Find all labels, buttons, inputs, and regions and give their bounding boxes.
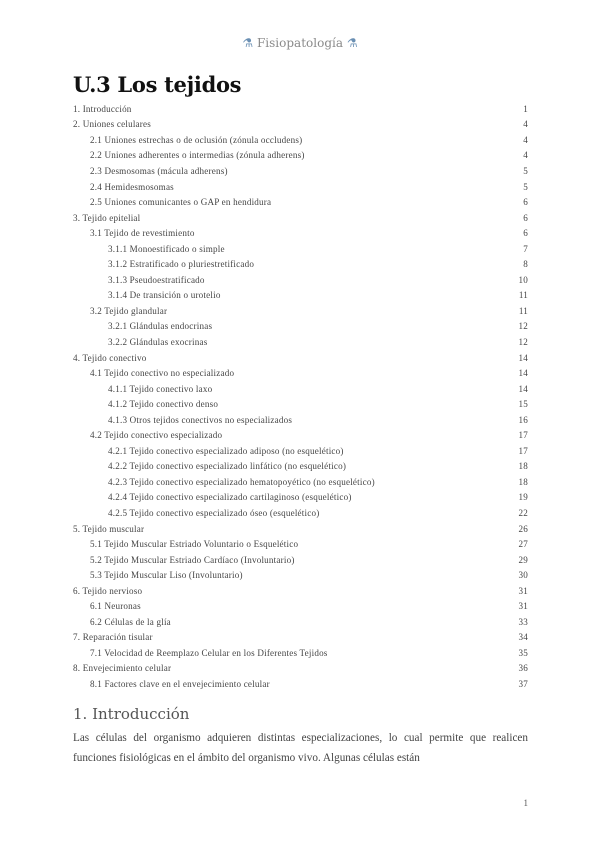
- toc-entry[interactable]: [73, 225, 528, 241]
- toc-entry[interactable]: [73, 521, 528, 537]
- toc-entry-page: 33: [518, 616, 528, 627]
- toc-entry-label: 3.2 Tejido glandular: [90, 305, 168, 316]
- toc-entry-page: 27: [518, 539, 528, 550]
- intro-paragraph: Las células del organismo adquieren distintas especializaciones, lo cual permite que realicen funciones fisiológicas en el ámbito del organismo vivo. Algunas células están: [73, 732, 528, 764]
- toc-entry-label: 4.1.2 Tejido conectivo denso: [108, 399, 219, 410]
- toc-entry-page: 5: [523, 165, 528, 176]
- toc-entry-label: 3.1.2 Estratificado o pluriestretificado: [108, 259, 255, 270]
- toc-entry[interactable]: [73, 381, 528, 397]
- toc-entry-page: 35: [518, 647, 528, 658]
- toc-entry[interactable]: [73, 396, 528, 412]
- toc-entry-label: 1. Introducción: [73, 103, 132, 114]
- toc-entry-label: 3.1.1 Monoestificado o simple: [108, 243, 225, 254]
- toc-entry[interactable]: [73, 661, 528, 677]
- toc-entry-page: 6: [523, 197, 528, 208]
- toc-entry-label: 2. Uniones celulares: [73, 119, 151, 130]
- toc-entry[interactable]: [73, 210, 528, 226]
- toc-entry-page: 31: [518, 601, 528, 612]
- toc-entry[interactable]: [73, 117, 528, 133]
- toc-entry-label: 5. Tejido muscular: [73, 523, 145, 534]
- toc-entry-label: 4.1 Tejido conectivo no especializado: [90, 368, 235, 379]
- toc-entry-page: 34: [518, 632, 528, 643]
- toc-entry-page: 4: [523, 150, 528, 161]
- toc-entry[interactable]: [73, 490, 528, 506]
- toc-entry[interactable]: [73, 614, 528, 630]
- toc-entry[interactable]: [73, 288, 528, 304]
- toc-entry-page: 15: [518, 399, 528, 410]
- toc-entry-page: 6: [523, 228, 528, 239]
- toc-entry-label: 4.2.1 Tejido conectivo especializado adiposo (no esquelético): [108, 445, 344, 456]
- toc-entry-label: 4.2.2 Tejido conectivo especializado linfático (no esquelético): [108, 461, 347, 472]
- toc-entry-page: 14: [518, 352, 528, 363]
- toc-entry[interactable]: [73, 241, 528, 257]
- toc-entry-label: 3.1.4 De transición o urotelio: [108, 290, 221, 301]
- toc-entry[interactable]: [73, 132, 528, 148]
- toc-entry-label: 5.3 Tejido Muscular Liso (Involuntario): [90, 570, 243, 581]
- toc-entry[interactable]: [73, 350, 528, 366]
- toc-entry[interactable]: [73, 256, 528, 272]
- toc-entry-page: 26: [518, 523, 528, 534]
- toc-entry[interactable]: [73, 194, 528, 210]
- toc-entry[interactable]: [73, 536, 528, 552]
- toc-entry-label: 2.4 Hemidesmosomas: [90, 181, 174, 192]
- table-of-contents: [73, 101, 528, 692]
- toc-entry[interactable]: [73, 599, 528, 615]
- toc-entry[interactable]: [73, 630, 528, 646]
- toc-entry[interactable]: [73, 676, 528, 692]
- toc-entry-label: 2.3 Desmosomas (mácula adherens): [90, 165, 228, 176]
- toc-entry-label: 7.1 Velocidad de Reemplazo Celular en los Diferentes Tejidos: [90, 647, 328, 658]
- toc-entry-page: 30: [518, 570, 528, 581]
- page-title: U.3 Los tejidos: [73, 72, 242, 97]
- toc-entry-page: 29: [518, 554, 528, 565]
- toc-entry-page: 10: [518, 274, 528, 285]
- toc-entry-page: 18: [518, 476, 528, 487]
- toc-entry[interactable]: [73, 459, 528, 475]
- microscope-icon: ⚗: [346, 36, 358, 50]
- page-number: 1: [523, 798, 528, 808]
- toc-entry-page: 8: [523, 259, 528, 270]
- toc-entry-label: 3.1 Tejido de revestimiento: [90, 228, 195, 239]
- toc-entry-label: 4.2.4 Tejido conectivo especializado cartilaginoso (esquelético): [108, 492, 352, 503]
- toc-entry-page: 11: [518, 305, 528, 316]
- toc-entry-label: 8. Envejecimiento celular: [73, 663, 172, 674]
- toc-entry-page: 19: [518, 492, 528, 503]
- toc-entry-label: 8.1 Factores clave en el envejecimiento celular: [90, 679, 270, 689]
- toc-entry[interactable]: [73, 148, 528, 164]
- toc-entry-page: 12: [518, 336, 528, 347]
- toc-entry-label: 2.2 Uniones adherentes o intermedias (zónula adherens): [90, 150, 305, 161]
- toc-entry[interactable]: [73, 474, 528, 490]
- running-header: [0, 36, 600, 50]
- toc-entry-page: 37: [518, 679, 528, 689]
- microscope-icon: ⚗: [242, 36, 254, 50]
- toc-entry-label: 3.1.3 Pseudoestratificado: [108, 274, 205, 285]
- toc-entry-page: 17: [518, 445, 528, 456]
- toc-entry[interactable]: [73, 272, 528, 288]
- toc-entry[interactable]: [73, 645, 528, 661]
- toc-entry-label: 2.5 Uniones comunicantes o GAP en hendidura: [90, 197, 272, 208]
- toc-entry[interactable]: [73, 412, 528, 428]
- toc-entry-page: 11: [518, 290, 528, 301]
- toc-entry-label: 4. Tejido conectivo: [73, 352, 147, 363]
- toc-entry-label: 3.2.2 Glándulas exocrinas: [108, 336, 208, 347]
- toc-entry-page: 6: [523, 212, 528, 223]
- toc-entry-label: 6. Tejido nervioso: [73, 585, 143, 596]
- toc-entry-label: 6.2 Células de la glía: [90, 616, 171, 627]
- toc-entry-page: 36: [518, 663, 528, 674]
- toc-entry-label: 4.1.1 Tejido conectivo laxo: [108, 383, 213, 394]
- toc-entry-page: 7: [523, 243, 528, 254]
- toc-entry-page: 14: [518, 368, 528, 379]
- toc-entry-page: 4: [523, 134, 528, 145]
- toc-entry[interactable]: [73, 567, 528, 583]
- toc-entry-label: 5.2 Tejido Muscular Estriado Cardíaco (Involuntario): [90, 554, 295, 565]
- toc-entry-page: 4: [523, 119, 528, 130]
- toc-entry-page: 22: [518, 507, 528, 518]
- toc-entry[interactable]: [73, 505, 528, 521]
- toc-entry[interactable]: [73, 163, 528, 179]
- toc-entry-label: 4.2.5 Tejido conectivo especializado óseo (esquelético): [108, 507, 320, 518]
- toc-entry-label: 7. Reparación tisular: [73, 632, 153, 643]
- toc-entry-page: 18: [518, 461, 528, 472]
- toc-entry-label: 3. Tejido epitelial: [73, 212, 141, 223]
- toc-entry-page: 1: [523, 103, 528, 114]
- toc-entry-page: 17: [518, 430, 528, 441]
- toc-entry[interactable]: [73, 101, 528, 117]
- toc-entry[interactable]: [73, 303, 528, 319]
- toc-entry-label: 5.1 Tejido Muscular Estriado Voluntario o Esquelético: [90, 539, 299, 550]
- toc-entry-page: 14: [518, 383, 528, 394]
- toc-entry-page: 31: [518, 585, 528, 596]
- toc-entry[interactable]: [73, 179, 528, 195]
- toc-entry-page: 16: [518, 414, 528, 425]
- toc-entry-label: 3.2.1 Glándulas endocrinas: [108, 321, 213, 332]
- toc-entry-label: 6.1 Neuronas: [90, 601, 141, 612]
- toc-entry-page: 5: [523, 181, 528, 192]
- toc-entry[interactable]: [73, 427, 528, 443]
- toc-entry-label: 2.1 Uniones estrechas o de oclusión (zónula occludens): [90, 134, 303, 145]
- toc-entry[interactable]: [73, 319, 528, 335]
- section-heading: 1. Introducción: [73, 705, 190, 723]
- toc-entry[interactable]: [73, 552, 528, 568]
- toc-entry[interactable]: [73, 365, 528, 381]
- toc-entry-label: 4.2.3 Tejido conectivo especializado hematopoyético (no esquelético): [108, 476, 375, 487]
- toc-entry[interactable]: [73, 583, 528, 599]
- toc-entry-label: 4.2 Tejido conectivo especializado: [90, 430, 223, 441]
- toc-entry-page: 12: [518, 321, 528, 332]
- toc-entry[interactable]: [73, 334, 528, 350]
- toc-entry[interactable]: [73, 443, 528, 459]
- header-text: Fisiopatología: [256, 36, 343, 50]
- toc-entry-label: 4.1.3 Otros tejidos conectivos no especializados: [108, 414, 293, 425]
